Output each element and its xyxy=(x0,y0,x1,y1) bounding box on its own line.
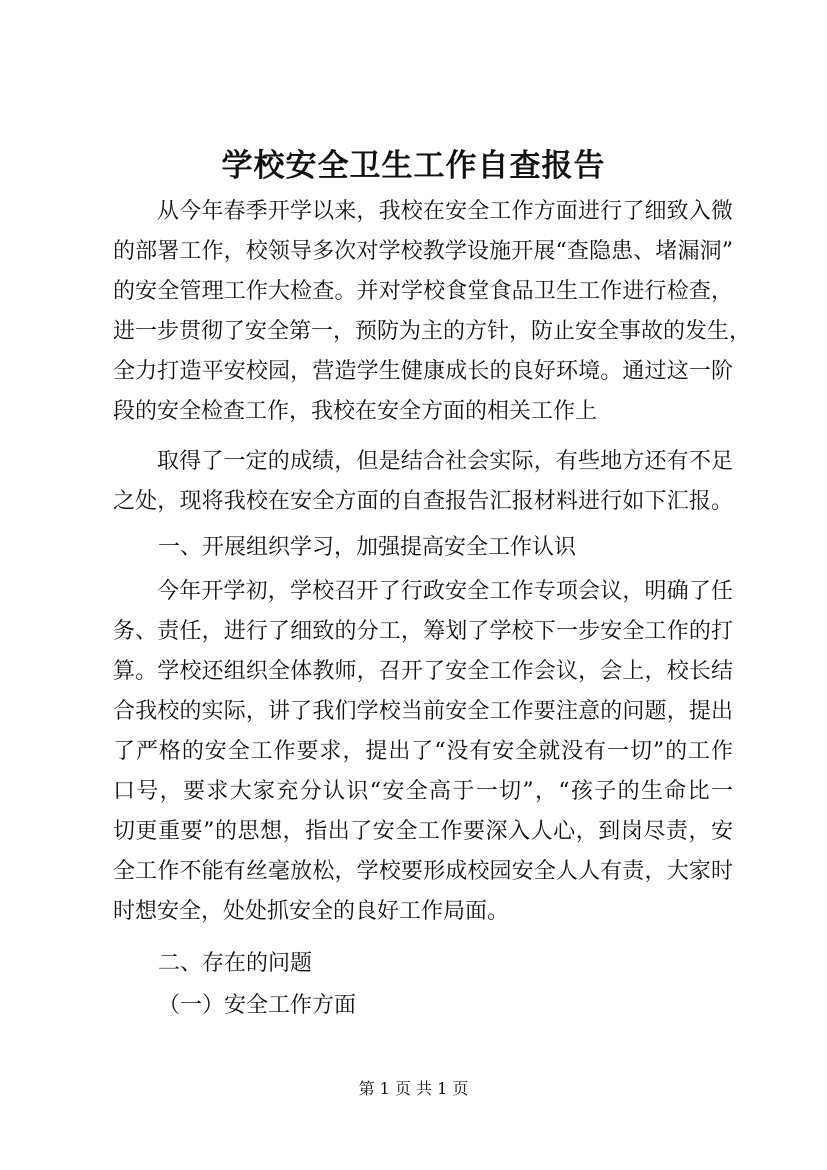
paragraph-line: 时想安全，处处抓安全的良好工作局面。 xyxy=(113,899,510,924)
paragraph-line: 从今年春季开学以来，我校在安全工作方面进行了细致入微 xyxy=(157,199,733,224)
paragraph-line: 了严格的安全工作要求，提出了“没有安全就没有一切”的工作 xyxy=(113,739,733,764)
paragraph-line: 口号，要求大家充分认识“安全高于一切”，“孩子的生命比一 xyxy=(113,779,733,804)
paragraph-line: 合我校的实际，讲了我们学校当前安全工作要注意的问题，提出 xyxy=(113,699,733,724)
paragraph-line: 进一步贯彻了安全第一，预防为主的方针，防止安全事故的发生， xyxy=(113,319,752,344)
paragraph-line: 务、责任，进行了细致的分工，筹划了学校下一步安全工作的打 xyxy=(113,619,733,644)
section-heading: 二、存在的问题 xyxy=(158,951,313,976)
paragraph-line: 取得了一定的成绩，但是结合社会实际，有些地方还有不足 xyxy=(157,449,733,474)
paragraph-line: 段的安全检查工作，我校在安全方面的相关工作上 xyxy=(113,399,598,424)
paragraph-line: 算。学校还组织全体教师，召开了安全工作会议，会上，校长结 xyxy=(113,659,733,684)
paragraph-line: 今年开学初，学校召开了行政安全工作专项会议，明确了任 xyxy=(157,579,733,604)
paragraph-line: 全力打造平安校园，营造学生健康成长的良好环境。通过这一阶 xyxy=(113,359,733,384)
paragraph-line: 的部署工作，校领导多次对学校教学设施开展“查隐患、堵漏洞” xyxy=(113,239,733,264)
paragraph-line: 之处，现将我校在安全方面的自查报告汇报材料进行如下汇报。 xyxy=(113,489,733,514)
section-heading: 一、开展组织学习，加强提高安全工作认识 xyxy=(158,535,577,560)
page-number: 第 1 页 共 1 页 xyxy=(358,1079,469,1098)
document-title: 学校安全卫生工作自查报告 xyxy=(221,148,606,184)
paragraph-line: 的安全管理工作大检查。并对学校食堂食品卫生工作进行检查， xyxy=(113,279,733,304)
paragraph-line: 全工作不能有丝毫放松，学校要形成校园安全人人有责，大家时 xyxy=(113,859,733,884)
subsection-heading: （一）安全工作方面 xyxy=(158,993,357,1018)
paragraph-line: 切更重要”的思想，指出了安全工作要深入人心，到岗尽责，安 xyxy=(113,819,733,844)
